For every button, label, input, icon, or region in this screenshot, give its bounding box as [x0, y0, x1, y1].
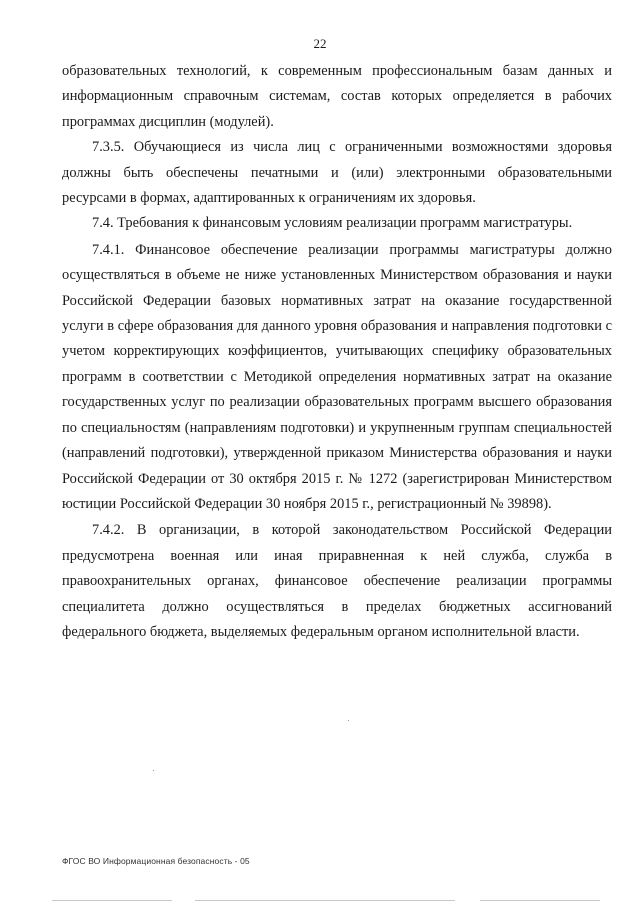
paragraph-7-4-2: 7.4.2. В организации, в которой законодательством Российской Федерации предусмотрена военная или иная приравненная к ней служба, служба в правоохранительных органах, финансовое обеспечение реализации программы специалитета должно осуществляться в пределах бюджетных ассигнований федерального бюджета, выделяемых федеральным органом исполнительной власти. [62, 522, 612, 640]
paragraph-7-3-5: 7.3.5. Обучающиеся из числа лиц с ограниченными возможностями здоровья должны быть обеспечены печатными и (или) электронными образовательными ресурсами в формах, адаптированных к ограничениям их здоровья. [62, 139, 612, 207]
scan-speck [348, 720, 349, 721]
paragraph-7-4-1: 7.4.1. Финансовое обеспечение реализации программы магистратуры должно осуществляться в объеме не ниже установленных Министерством образования и науки Российской Федерации базовых нормативных затрат на оказание государственной услуги в сфере образования для данного уровня образования и направления подготовки с учетом корректирующих коэффициентов, учитывающих специфику образовательных программ в соответствии с Методикой определения нормативных затрат на оказание государственных услуг по реализации образовательных программ высшего образования по специальностям (направлениям подготовки) и укрупненным группам специальностей (направлений подготовки), утвержденной приказом Министерства образования и науки Российской Федерации от 30 октября 2015 г. № 1272 (зарегистрирован Министерством юстиции Российской Федерации 30 ноября 2015 г., регистрационный № 39898). [62, 241, 612, 512]
page-number: 22 [313, 36, 327, 51]
paragraph-7-4-heading: 7.4. Требования к финансовым условиям реализации программ магистратуры. [92, 215, 573, 232]
scan-edge-line [195, 900, 455, 901]
document-footer: ФГОС ВО Информационная безопасность - 05 [62, 856, 250, 866]
scan-edge-line [480, 900, 600, 901]
scan-speck [153, 770, 154, 771]
document-body [62, 59, 612, 645]
scan-edge-line [52, 900, 172, 901]
paragraph-continuation: образовательных технологий, к современным профессиональным базам данных и информационным справочным системам, состав которых определяется в рабочих программах дисциплин (модулей). [62, 63, 612, 130]
